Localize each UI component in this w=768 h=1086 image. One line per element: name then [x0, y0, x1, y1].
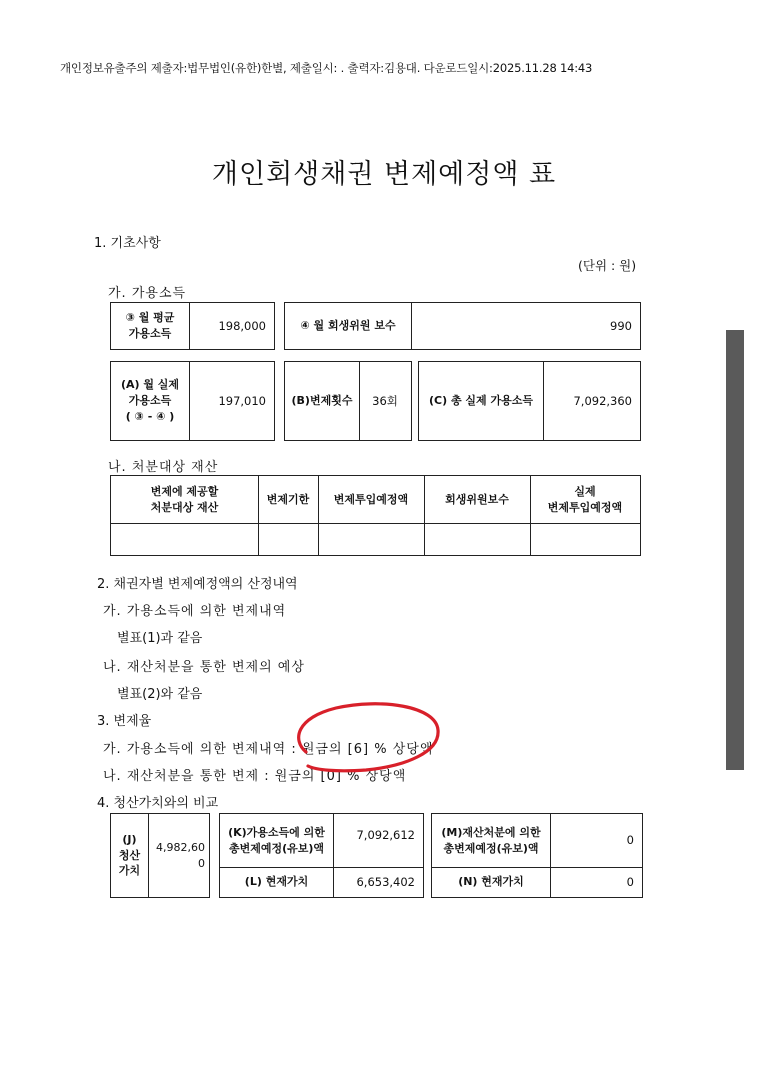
repayment-count-label: (B)변제횟수: [291, 394, 353, 408]
monthly-avg-income-value: 198,000: [218, 318, 266, 333]
rate-by-disposal: 나. 재산처분을 통한 변제 : 원금의 [0] % 상당액: [103, 769, 407, 784]
disposal-present-value-value: 0: [626, 874, 634, 889]
repayment-count-value: 36회: [372, 393, 398, 408]
actual-income-value: 197,010: [218, 393, 266, 408]
section-3-heading: 3. 변제율: [97, 714, 152, 729]
table-income-repayment: [219, 813, 424, 898]
page-title: 개인회생채권 변제예정액 표: [211, 159, 557, 190]
total-actual-income-value: 7,092,360: [573, 393, 632, 408]
disposal-repayment-label: (M)재산처분에 의한 총변제예정(유보)액: [441, 825, 541, 855]
income-repayment-label: (K)가용소득에 의한 총변제예정(유보)액: [228, 825, 325, 855]
section-2-heading: 2. 채권자별 변제예정액의 산정내역: [97, 577, 298, 592]
section-4-heading: 4. 청산가치와의 비교: [97, 796, 219, 811]
document-header: 개인정보유출주의 제출자:법무법인(유한)한별, 제출일시: . 출력자:김용대. 다운로드일시:2025.11.28 14:43: [60, 61, 593, 75]
scan-edge-bar: [726, 330, 744, 770]
trustee-fee-label: ④ 월 회생위원 보수: [300, 319, 396, 333]
income-present-value-label: (L) 현재가치: [244, 875, 309, 889]
col-trustee-fee: 회생위원보수: [445, 492, 509, 506]
table-disposal-repayment: [431, 813, 643, 898]
disposal-present-value-label: (N) 현재가치: [458, 875, 524, 889]
table-disposal-assets: [110, 475, 641, 556]
section-2a-heading: 가. 가용소득에 의한 변제내역: [103, 604, 287, 619]
col-actual-planned-input: 실제 변제투입예정액: [547, 484, 623, 514]
table-monthly-income: [110, 302, 275, 350]
table-total-actual-income: [418, 361, 641, 441]
liquidation-value-value: 4,982,60 0: [156, 840, 205, 870]
section-1b-heading: 나. 처분대상 재산: [108, 460, 219, 475]
liquidation-value-label: (J) 청산 가치: [118, 832, 141, 878]
col-repayment-deadline: 변제기한: [266, 492, 310, 506]
table-actual-income: [110, 361, 275, 441]
section-2b-note: 별표(2)와 같음: [117, 687, 203, 702]
table-trustee-fee: [284, 302, 641, 350]
section-2b-heading: 나. 재산처분을 통한 변제의 예상: [103, 660, 305, 675]
income-repayment-value: 7,092,612: [356, 827, 415, 842]
total-actual-income-label: (C) 총 실제 가용소득: [429, 394, 533, 408]
rate-by-income: 가. 가용소득에 의한 변제내역 : 원금의 [6] % 상당액: [103, 742, 434, 757]
section-2a-note: 별표(1)과 같음: [117, 631, 203, 646]
col-planned-input: 변제투입예정액: [333, 492, 409, 506]
section-1-heading: 1. 기초사항: [94, 236, 161, 251]
disposal-repayment-value: 0: [626, 833, 634, 848]
section-1a-heading: 가. 가용소득: [108, 286, 187, 301]
actual-income-label: (A) 월 실제 가용소득 ( ③ - ④ ): [120, 378, 180, 423]
table-repayment-count: [284, 361, 412, 441]
income-present-value-value: 6,653,402: [356, 874, 415, 889]
table-liquidation-value: [110, 813, 210, 898]
col-disposal-asset: 변제에 제공할 처분대상 재산: [150, 484, 219, 514]
monthly-avg-income-label: ③ 월 평균 가용소득: [125, 311, 175, 340]
unit-label: (단위 : 원): [578, 258, 637, 273]
trustee-fee-value: 990: [610, 318, 632, 333]
